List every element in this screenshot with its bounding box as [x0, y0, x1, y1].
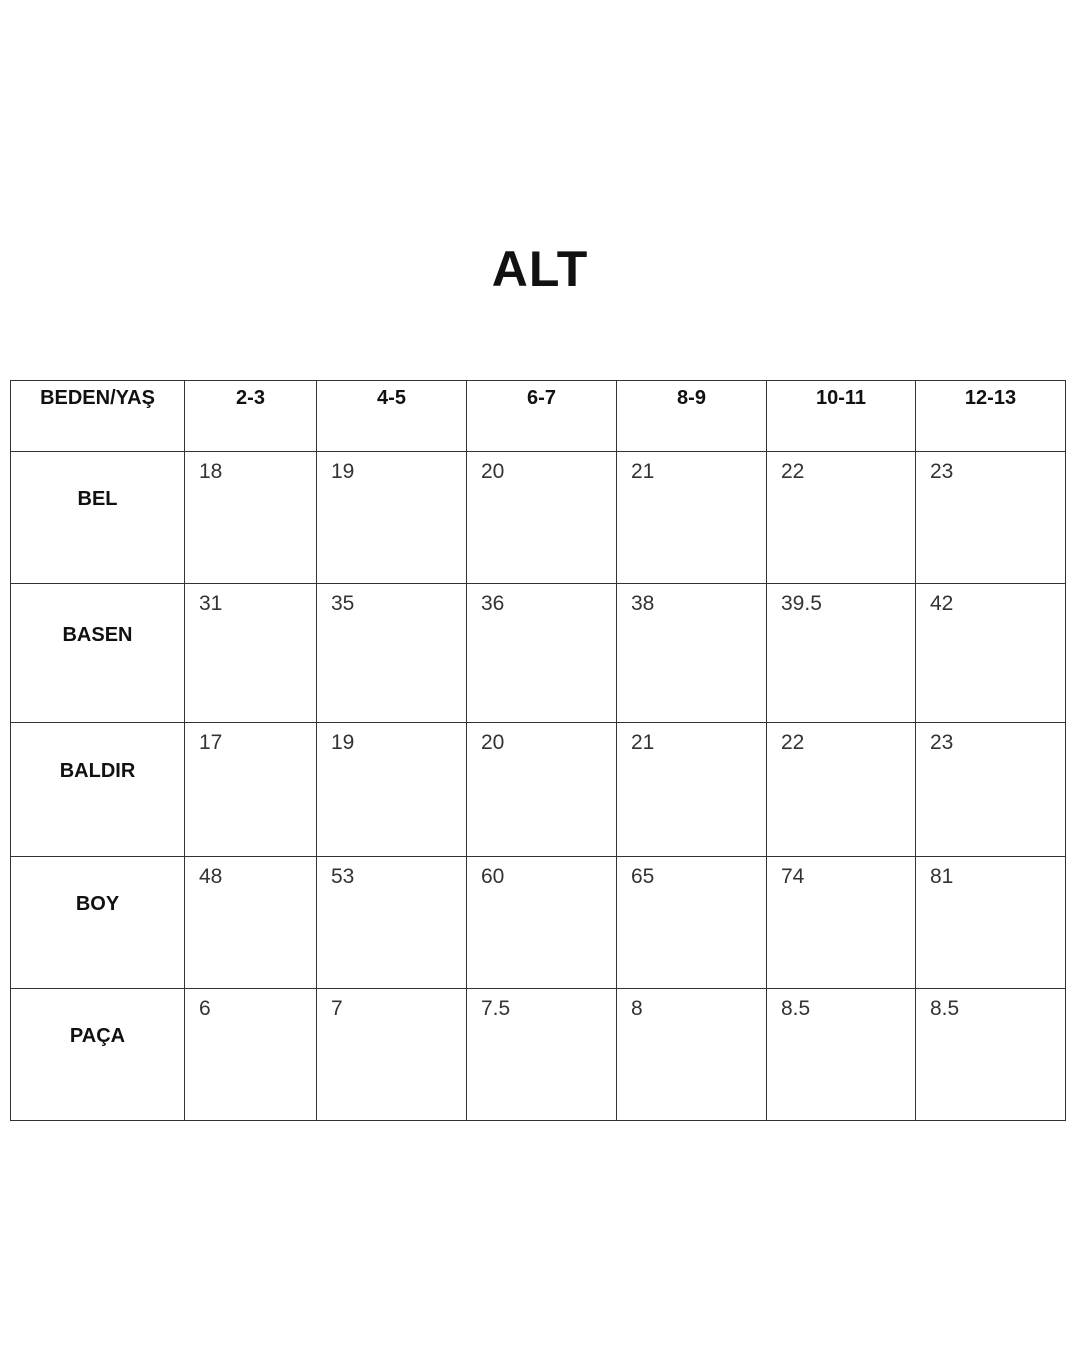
table-cell: 81 — [916, 857, 1066, 989]
table-cell: 42 — [916, 584, 1066, 723]
table-cell: 21 — [617, 723, 767, 857]
column-header: 12-13 — [916, 381, 1066, 452]
table-row — [11, 452, 1066, 584]
column-header: 4-5 — [317, 381, 467, 452]
table-cell: 31 — [185, 584, 317, 723]
table-cell: 23 — [916, 723, 1066, 857]
table-cell: 19 — [317, 452, 467, 584]
table-cell: 36 — [467, 584, 617, 723]
table-cell: 60 — [467, 857, 617, 989]
column-header: 10-11 — [767, 381, 916, 452]
table-cell: 19 — [317, 723, 467, 857]
page-title: ALT — [491, 241, 589, 297]
row-label: BEL — [11, 452, 185, 584]
header-row — [11, 381, 1066, 452]
column-header: 2-3 — [185, 381, 317, 452]
table-cell: 8 — [617, 989, 767, 1121]
table-cell: 21 — [617, 452, 767, 584]
table-cell: 20 — [467, 452, 617, 584]
table-cell: 6 — [185, 989, 317, 1121]
table-cell: 8.5 — [916, 989, 1066, 1121]
corner-header: BEDEN/YAŞ — [11, 381, 185, 452]
table-row — [11, 989, 1066, 1121]
table-cell: 38 — [617, 584, 767, 723]
table-cell: 22 — [767, 452, 916, 584]
table-cell: 7.5 — [467, 989, 617, 1121]
table-cell: 23 — [916, 452, 1066, 584]
table-cell: 7 — [317, 989, 467, 1121]
row-label: BALDIR — [11, 723, 185, 857]
table-cell: 22 — [767, 723, 916, 857]
table-cell: 20 — [467, 723, 617, 857]
table-cell: 65 — [617, 857, 767, 989]
size-chart-table — [10, 380, 1066, 1121]
table-cell: 18 — [185, 452, 317, 584]
table-cell: 35 — [317, 584, 467, 723]
column-header: 8-9 — [617, 381, 767, 452]
table-cell: 48 — [185, 857, 317, 989]
table-row — [11, 723, 1066, 857]
table-row — [11, 857, 1066, 989]
table-cell: 17 — [185, 723, 317, 857]
table-cell: 8.5 — [767, 989, 916, 1121]
row-label: BOY — [11, 857, 185, 989]
column-header: 6-7 — [467, 381, 617, 452]
table-cell: 53 — [317, 857, 467, 989]
table-row — [11, 584, 1066, 723]
table-cell: 39.5 — [767, 584, 916, 723]
row-label: PAÇA — [11, 989, 185, 1121]
table-cell: 74 — [767, 857, 916, 989]
row-label: BASEN — [11, 584, 185, 723]
